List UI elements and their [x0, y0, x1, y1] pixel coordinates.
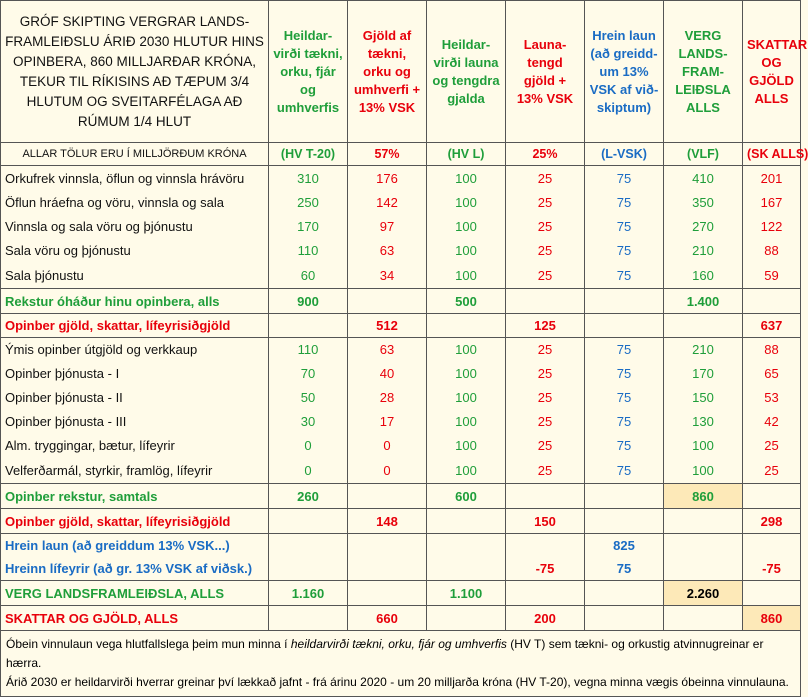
cell: 410	[664, 166, 743, 191]
cell: 100	[427, 386, 506, 410]
cell: 298	[743, 509, 801, 534]
cell: 201	[743, 166, 801, 191]
cell: 75	[585, 239, 664, 263]
cell: -75	[506, 557, 585, 581]
units-note: ALLAR TÖLUR ERU Í MILLJÖRÐUM KRÓNA	[1, 143, 269, 166]
code-25-percent: 25%	[506, 143, 585, 166]
cell: 100	[427, 410, 506, 434]
footnote-line1-em: heildarvirði tækni, orku, fjár og umhverfis	[290, 637, 507, 651]
cell: 170	[269, 215, 348, 239]
cell	[743, 581, 801, 606]
cell	[269, 534, 348, 557]
row-label: Öflun hráefna og vöru, vinnsla og sala	[1, 191, 269, 215]
cell: 75	[585, 338, 664, 362]
cell: 75	[585, 191, 664, 215]
cell: 0	[348, 434, 427, 458]
cell: 60	[269, 263, 348, 289]
net-pension-row	[1, 557, 801, 581]
col-header-net-wages: Hrein laun (að greidd-um 13% VSK af við-skiptum)	[585, 1, 664, 143]
code-l-vsk: (L-VSK)	[585, 143, 664, 166]
cell	[427, 606, 506, 631]
cell: 100	[427, 263, 506, 289]
cell	[348, 484, 427, 509]
cell: 100	[664, 458, 743, 484]
row-label: Opinber þjónusta - II	[1, 386, 269, 410]
cell: 150	[664, 386, 743, 410]
row-label: Hreinn lífeyrir (að gr. 13% VSK af viðsk.)	[1, 557, 269, 581]
cell: -75	[743, 557, 801, 581]
cell	[427, 534, 506, 557]
cell	[506, 289, 585, 314]
cell: 100	[427, 215, 506, 239]
cell	[348, 534, 427, 557]
cell	[664, 314, 743, 338]
cell	[348, 581, 427, 606]
cell: 310	[269, 166, 348, 191]
cell	[506, 534, 585, 557]
cell: 75	[585, 263, 664, 289]
cell: 0	[348, 458, 427, 484]
cell: 250	[269, 191, 348, 215]
cell: 65	[743, 362, 801, 386]
net-wages-row	[1, 534, 801, 557]
cell: 75	[585, 386, 664, 410]
cell: 660	[348, 606, 427, 631]
cell: 75	[585, 434, 664, 458]
row-label: SKATTAR OG GJÖLD, ALLS	[1, 606, 269, 631]
cell	[664, 557, 743, 581]
cell: 34	[348, 263, 427, 289]
row-label: Opinber þjónusta - III	[1, 410, 269, 434]
cell	[585, 484, 664, 509]
col-header-tech-fees: Gjöld af tækni, orku og umhverfi + 13% VSK	[348, 1, 427, 143]
cell: 170	[664, 362, 743, 386]
table-row	[1, 362, 801, 386]
code-sk-alls: (SK ALLS)	[743, 143, 801, 166]
cell: 100	[664, 434, 743, 458]
cell: 25	[506, 263, 585, 289]
cell: 59	[743, 263, 801, 289]
cell: 1.100	[427, 581, 506, 606]
cell: 167	[743, 191, 801, 215]
footnote-line1-a: Óbein vinnulaun vega hlutfallslega þeim mun minna í	[6, 637, 291, 651]
row-label: Opinber rekstur, samtals	[1, 484, 269, 509]
cell-highlight: 2.260	[664, 581, 743, 606]
cell: 270	[664, 215, 743, 239]
cell: 25	[743, 434, 801, 458]
cell: 25	[506, 338, 585, 362]
cell: 53	[743, 386, 801, 410]
row-label: Orkufrek vinnsla, öflun og vinnsla hrávöru	[1, 166, 269, 191]
cell: 176	[348, 166, 427, 191]
cell: 600	[427, 484, 506, 509]
cell: 825	[585, 534, 664, 557]
cell	[585, 606, 664, 631]
cell	[585, 509, 664, 534]
cell: 512	[348, 314, 427, 338]
cell	[743, 289, 801, 314]
footnote-row	[1, 631, 801, 697]
cell-highlight: 860	[743, 606, 801, 631]
cell: 100	[427, 362, 506, 386]
footnote	[1, 631, 801, 697]
table-row	[1, 338, 801, 362]
cell: 1.160	[269, 581, 348, 606]
cell: 0	[269, 458, 348, 484]
col-header-wage-fees: Launa-tengd gjöld + 13% VSK	[506, 1, 585, 143]
cell	[585, 289, 664, 314]
cell: 100	[427, 458, 506, 484]
table-row	[1, 410, 801, 434]
cell: 30	[269, 410, 348, 434]
table-row	[1, 215, 801, 239]
cell: 110	[269, 239, 348, 263]
cell: 75	[585, 458, 664, 484]
table-row	[1, 166, 801, 191]
row-label: Sala þjónustu	[1, 263, 269, 289]
row-label: Sala vöru og þjónustu	[1, 239, 269, 263]
cell: 100	[427, 166, 506, 191]
cell: 100	[427, 239, 506, 263]
col-header-tax-total: SKATTAR OG GJÖLD ALLS	[743, 1, 801, 143]
cell	[743, 484, 801, 509]
cell: 63	[348, 239, 427, 263]
cell	[269, 557, 348, 581]
table-title: GRÓF SKIPTING VERGRAR LANDS-FRAMLEIÐSLU ÁRIÐ 2030 HLUTUR HINS OPINBERA, 860 MILLJARÐAR KRÓNA, TEKUR TIL RÍKISINS AÐ TÆPUM 3/4 HLUTUM OG SVEITARFÉLAGA AÐ RÚMUM 1/4 HLUT	[1, 1, 269, 143]
row-label: Vinnsla og sala vöru og þjónustu	[1, 215, 269, 239]
code-vlf: (VLF)	[664, 143, 743, 166]
cell: 25	[506, 410, 585, 434]
table-row	[1, 458, 801, 484]
cell: 0	[269, 434, 348, 458]
cell: 17	[348, 410, 427, 434]
code-57-percent: 57%	[348, 143, 427, 166]
cell	[427, 557, 506, 581]
cell: 25	[506, 239, 585, 263]
cell	[585, 581, 664, 606]
cell: 160	[664, 263, 743, 289]
footnote-line1-b: (HV T) sem tækni- og orkustig atvinnugreinar er hærra.	[6, 637, 764, 670]
cell: 210	[664, 338, 743, 362]
gdp-total-row	[1, 581, 801, 606]
table-row	[1, 386, 801, 410]
table-row	[1, 191, 801, 215]
cell: 25	[743, 458, 801, 484]
cell: 42	[743, 410, 801, 434]
cell: 200	[506, 606, 585, 631]
cell: 100	[427, 338, 506, 362]
cell: 900	[269, 289, 348, 314]
footnote-line2: Árið 2030 er heildarvirði hverrar greinar því lækkað jafnt - frá árinu 2020 - um 20 milljarða króna (HV T-20), vegna minna vægis óbeinna vinnulauna.	[6, 675, 789, 689]
cell	[664, 509, 743, 534]
cell: 75	[585, 557, 664, 581]
cell: 100	[427, 191, 506, 215]
cell: 125	[506, 314, 585, 338]
cell: 130	[664, 410, 743, 434]
cell: 40	[348, 362, 427, 386]
row-label: Rekstur óháður hinu opinbera, alls	[1, 289, 269, 314]
cell: 25	[506, 362, 585, 386]
cell: 25	[506, 191, 585, 215]
cell: 25	[506, 386, 585, 410]
cell: 75	[585, 362, 664, 386]
cell: 500	[427, 289, 506, 314]
row-label: Velferðarmál, styrkir, framlög, lífeyrir	[1, 458, 269, 484]
cell	[585, 314, 664, 338]
cell	[427, 509, 506, 534]
cell: 25	[506, 166, 585, 191]
col-header-tech-value: Heildar-virði tækni, orku, fjár og umhverfis	[269, 1, 348, 143]
cell: 142	[348, 191, 427, 215]
gov-fees-row	[1, 314, 801, 338]
cell: 70	[269, 362, 348, 386]
cell: 63	[348, 338, 427, 362]
code-hv-t20: (HV T-20)	[269, 143, 348, 166]
cell	[348, 557, 427, 581]
codes-row	[1, 143, 801, 166]
cell	[506, 484, 585, 509]
cell	[664, 534, 743, 557]
cell	[269, 606, 348, 631]
code-hv-l: (HV L)	[427, 143, 506, 166]
cell	[348, 289, 427, 314]
header-row	[1, 1, 801, 143]
cell: 88	[743, 338, 801, 362]
cell	[743, 534, 801, 557]
row-label: Opinber gjöld, skattar, lífeyrisiðgjöld	[1, 509, 269, 534]
table-row	[1, 239, 801, 263]
cell: 148	[348, 509, 427, 534]
cell: 75	[585, 166, 664, 191]
cell: 122	[743, 215, 801, 239]
subtotal-row	[1, 289, 801, 314]
cell: 110	[269, 338, 348, 362]
gov-fees-row	[1, 509, 801, 534]
cell	[427, 314, 506, 338]
cell: 260	[269, 484, 348, 509]
row-label: VERG LANDSFRAMLEIÐSLA, ALLS	[1, 581, 269, 606]
cell: 28	[348, 386, 427, 410]
cell: 25	[506, 215, 585, 239]
cell: 100	[427, 434, 506, 458]
table-row	[1, 434, 801, 458]
row-label: Hrein laun (að greiddum 13% VSK...)	[1, 534, 269, 557]
col-header-gdp-total: VERG LANDS-FRAM-LEIÐSLA ALLS	[664, 1, 743, 143]
cell: 637	[743, 314, 801, 338]
row-label: Ýmis opinber útgjöld og verkkaup	[1, 338, 269, 362]
cell	[664, 606, 743, 631]
subtotal-row	[1, 484, 801, 509]
row-label: Opinber gjöld, skattar, lífeyrisiðgjöld	[1, 314, 269, 338]
row-label: Alm. tryggingar, bætur, lífeyrir	[1, 434, 269, 458]
col-header-wage-value: Heildar-virði launa og tengdra gjalda	[427, 1, 506, 143]
tax-total-row	[1, 606, 801, 631]
cell: 97	[348, 215, 427, 239]
cell	[506, 581, 585, 606]
cell: 25	[506, 434, 585, 458]
cell	[269, 509, 348, 534]
cell: 1.400	[664, 289, 743, 314]
cell: 150	[506, 509, 585, 534]
cell: 88	[743, 239, 801, 263]
cell	[269, 314, 348, 338]
cell: 350	[664, 191, 743, 215]
cell-highlight: 860	[664, 484, 743, 509]
cell: 210	[664, 239, 743, 263]
cell: 50	[269, 386, 348, 410]
cell: 75	[585, 410, 664, 434]
cell: 25	[506, 458, 585, 484]
row-label: Opinber þjónusta - I	[1, 362, 269, 386]
table-row	[1, 263, 801, 289]
cell: 75	[585, 215, 664, 239]
